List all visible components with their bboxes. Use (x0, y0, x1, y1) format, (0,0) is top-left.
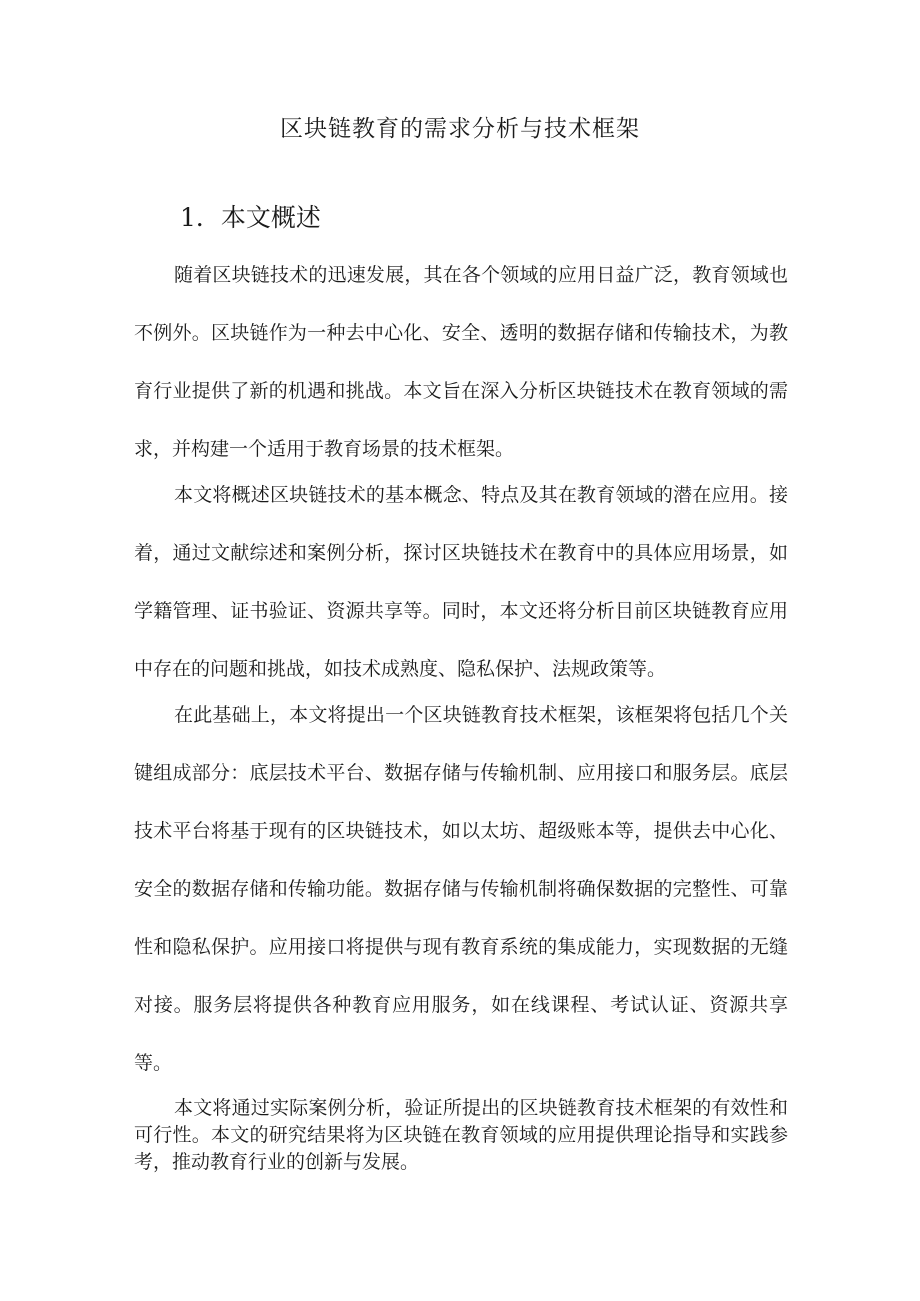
paragraph-2: 本文将概述区块链技术的基本概念、特点及其在教育领域的潜在应用。接着，通过文献综述和案例分析，探讨区块链技术在教育中的具体应用场景，如学籍管理、证书验证、资源共享等。同时，本文还将分析目前区块链教育应用中存在的问题和挑战，如技术成熟度、隐私保护、法规政策等。 (134, 484, 788, 680)
section-heading: 1．本文概述 (180, 203, 321, 232)
paragraph-1: 随着区块链技术的迅速发展，其在各个领域的应用日益广泛，教育领域也不例外。区块链作为一种去中心化、安全、透明的数据存储和传输技术，为教育行业提供了新的机遇和挑战。本文旨在深入分析区块链技术在教育领域的需求，并构建一个适用于教育场景的技术框架。 (134, 264, 788, 460)
paragraph-4: 本文将通过实际案例分析，验证所提出的区块链教育技术框架的有效性和可行性。本文的研究结果将为区块链在教育领域的应用提供理论指导和实践参考，推动教育行业的创新与发展。 (134, 1097, 788, 1173)
paragraph-3: 在此基础上，本文将提出一个区块链教育技术框架，该框架将包括几个关键组成部分：底层技术平台、数据存储与传输机制、应用接口和服务层。底层技术平台将基于现有的区块链技术，如以太坊、超级账本等，提供去中心化、安全的数据存储和传输功能。数据存储与传输机制将确保数据的完整性、可靠性和隐私保护。应用接口将提供与现有教育系统的集成能力，实现数据的无缝对接。服务层将提供各种教育应用服务，如在线课程、考试认证、资源共享等。 (134, 704, 788, 1074)
document-title: 区块链教育的需求分析与技术框架 (280, 116, 640, 142)
